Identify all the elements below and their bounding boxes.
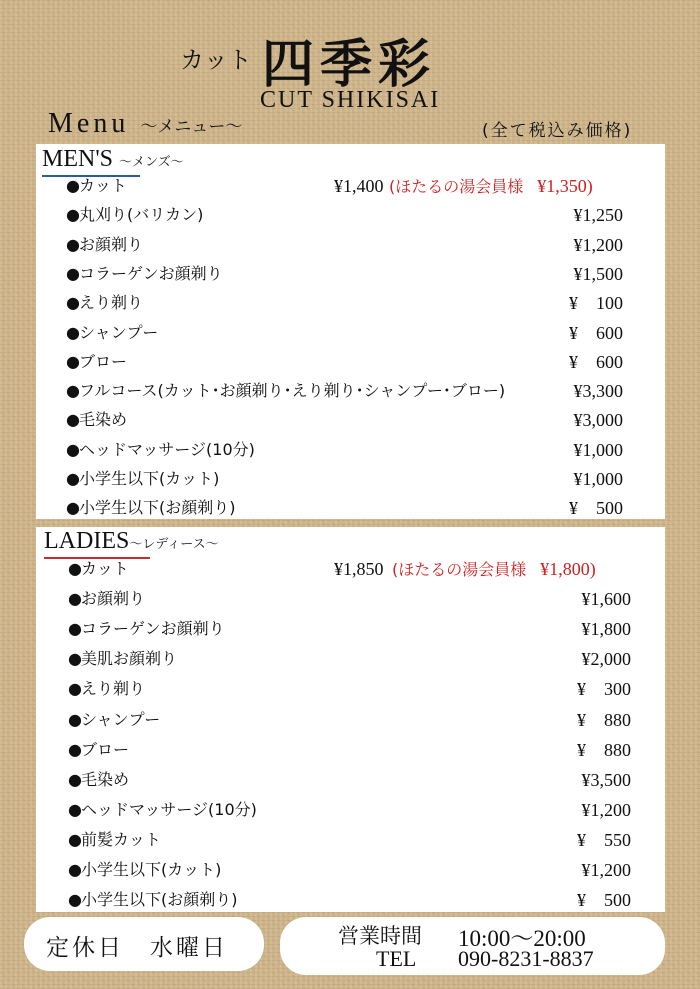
bullet-icon xyxy=(66,494,75,503)
menu-item-price: ¥ 550 xyxy=(577,829,631,850)
menu-item-price: ¥1,850 xyxy=(334,559,384,579)
bullet-icon xyxy=(68,555,77,564)
menu-item-price: ¥ 880 xyxy=(577,739,631,760)
bullet-icon xyxy=(66,465,75,474)
menu-item-price: ¥ 880 xyxy=(577,709,631,730)
bullet-icon xyxy=(66,231,75,240)
menu-item xyxy=(68,615,225,643)
menu-item-price: ¥ 300 xyxy=(577,679,631,700)
bullet-icon xyxy=(68,886,77,895)
menu-item xyxy=(68,736,129,764)
menu-item-name: お顔剃り xyxy=(79,234,144,254)
shop-logo: 四季彩 xyxy=(262,34,437,95)
mens-title-sub: ～メンズ～ xyxy=(119,155,184,170)
bullet-icon xyxy=(68,826,77,835)
menu-item xyxy=(66,172,127,200)
menu-item-price: ¥ 600 xyxy=(569,322,623,343)
menu-item-name: 丸刈り(バリカン) xyxy=(79,205,204,225)
shop-logo-romaji: CUT SHIKISAI xyxy=(260,87,441,113)
menu-item-price: ¥1,400 xyxy=(334,176,384,196)
menu-item xyxy=(68,826,161,854)
bullet-icon xyxy=(68,766,77,775)
menu-item-name: えり剃り xyxy=(79,293,144,313)
bullet-icon xyxy=(66,260,75,269)
menu-item-price: ¥1,000 xyxy=(573,469,623,489)
menu-title-text: Menu xyxy=(48,108,130,139)
menu-item-name: 前髪カット xyxy=(81,829,161,849)
bullet-icon xyxy=(66,348,75,357)
bullet-icon xyxy=(66,289,75,298)
menu-item xyxy=(68,585,145,613)
menu-title-sub: ～メニュー～ xyxy=(140,117,243,137)
menu-header xyxy=(0,0,700,145)
bullet-icon xyxy=(68,856,77,865)
menu-item-price: ¥1,200 xyxy=(581,860,631,880)
menu-item-name: ヘッドマッサージ(10分) xyxy=(79,439,255,459)
menu-item-price: ¥ 500 xyxy=(569,498,623,519)
menu-item-price: ¥1,000 xyxy=(573,439,623,460)
bullet-icon xyxy=(68,706,77,715)
bullet-icon xyxy=(66,201,75,210)
menu-item-name: 毛染め xyxy=(81,769,130,789)
menu-item-price: ¥3,500 xyxy=(581,769,631,790)
menu-item xyxy=(66,348,127,376)
member-price: ¥1,800) xyxy=(540,559,596,579)
menu-item-name: ヘッドマッサージ(10分) xyxy=(81,799,257,819)
menu-item xyxy=(68,796,257,824)
menu-item-name: フルコース(カット･お顔剃り･えり剃り･シャンプー･ブロー) xyxy=(79,381,506,401)
mens-title-text: MEN'S xyxy=(42,146,114,172)
bullet-icon xyxy=(68,736,77,745)
member-price: ¥1,350) xyxy=(537,176,593,196)
ladies-title-text: LADIES xyxy=(44,528,130,554)
hours-label: 営業時間 xyxy=(338,924,422,948)
menu-item-name: コラーゲンお顔剃り xyxy=(81,619,225,639)
menu-item xyxy=(66,494,236,522)
ladies-section-title xyxy=(44,528,219,555)
menu-item xyxy=(68,766,129,794)
menu-item-price: ¥1,800 xyxy=(581,619,631,640)
menu-item-price: ¥3,000 xyxy=(573,410,623,431)
menu-item-price: ¥1,200 xyxy=(573,234,623,255)
menu-item-name: カット xyxy=(81,559,129,578)
menu-item-name: 小学生以下(カット) xyxy=(81,860,222,879)
menu-item xyxy=(66,406,127,434)
menu-item-name: 美肌お顔剃り xyxy=(81,649,178,669)
hours-box xyxy=(280,917,665,975)
bullet-icon xyxy=(68,585,77,594)
menu-item-name: ブロー xyxy=(79,351,128,371)
menu-item xyxy=(68,706,160,734)
menu-item-name: 小学生以下(お顔剃り) xyxy=(79,498,236,518)
menu-item xyxy=(66,231,143,259)
ladies-title-sub: ～レディース～ xyxy=(129,537,219,552)
menu-item-name: コラーゲンお顔剃り xyxy=(79,263,223,283)
menu-item xyxy=(66,465,219,493)
menu-item xyxy=(66,289,143,317)
bullet-icon xyxy=(68,645,77,654)
menu-item-price: ¥1,600 xyxy=(581,589,631,610)
menu-item-price: ¥3,300 xyxy=(573,381,623,402)
bullet-icon xyxy=(66,377,75,386)
tel-label: TEL xyxy=(376,946,417,971)
menu-item-name: 小学生以下(お顔剃り) xyxy=(81,890,238,910)
menu-item-name: シャンプー xyxy=(81,709,161,729)
menu-item xyxy=(66,260,223,288)
menu-item-price: ¥ 100 xyxy=(569,293,623,314)
menu-item-name: 小学生以下(カット) xyxy=(79,469,220,488)
logo-prefix: カット xyxy=(180,46,252,74)
menu-item xyxy=(68,886,238,914)
menu-item-name: 毛染め xyxy=(79,410,128,430)
mens-section-title xyxy=(42,146,184,173)
member-note-text: (ほたるの湯会員様 xyxy=(389,177,524,196)
menu-item xyxy=(66,377,505,405)
closed-day-text: 定休日 水曜日 xyxy=(46,935,228,961)
menu-item-price: ¥1,250 xyxy=(573,205,623,226)
menu-item xyxy=(66,319,158,347)
menu-item-name: ブロー xyxy=(81,739,130,759)
menu-item-price: ¥1,500 xyxy=(573,263,623,284)
hours-value: 10:00～20:00 xyxy=(458,926,586,951)
bullet-icon xyxy=(66,319,75,328)
menu-item xyxy=(68,555,129,583)
bullet-icon xyxy=(68,675,77,684)
mens-menu-panel xyxy=(36,144,665,519)
menu-item xyxy=(68,856,221,884)
bullet-icon xyxy=(66,406,75,415)
menu-title xyxy=(48,108,242,140)
member-discount-note xyxy=(392,555,596,583)
menu-item-name: えり剃り xyxy=(81,679,146,699)
ladies-menu-panel xyxy=(36,527,665,912)
menu-item xyxy=(66,201,203,229)
menu-item-name: お顔剃り xyxy=(81,589,146,609)
menu-item xyxy=(68,645,177,673)
member-note-text: (ほたるの湯会員様 xyxy=(392,560,527,579)
member-discount-note xyxy=(389,172,593,200)
bullet-icon xyxy=(68,796,77,805)
menu-item-name: カット xyxy=(79,176,127,195)
tel-value: 090-8231-8837 xyxy=(458,946,594,971)
menu-item-price: ¥2,000 xyxy=(581,649,631,670)
menu-item xyxy=(66,436,255,464)
bullet-icon xyxy=(66,436,75,445)
menu-item-name: シャンプー xyxy=(79,322,159,342)
menu-item xyxy=(68,675,145,703)
menu-item-price: ¥ 600 xyxy=(569,351,623,372)
menu-item-price: ¥1,200 xyxy=(581,799,631,820)
tax-note: (全て税込み価格) xyxy=(482,121,633,141)
closed-day-box xyxy=(24,917,264,971)
menu-item-price: ¥ 500 xyxy=(577,890,631,911)
bullet-icon xyxy=(66,172,75,181)
bullet-icon xyxy=(68,615,77,624)
